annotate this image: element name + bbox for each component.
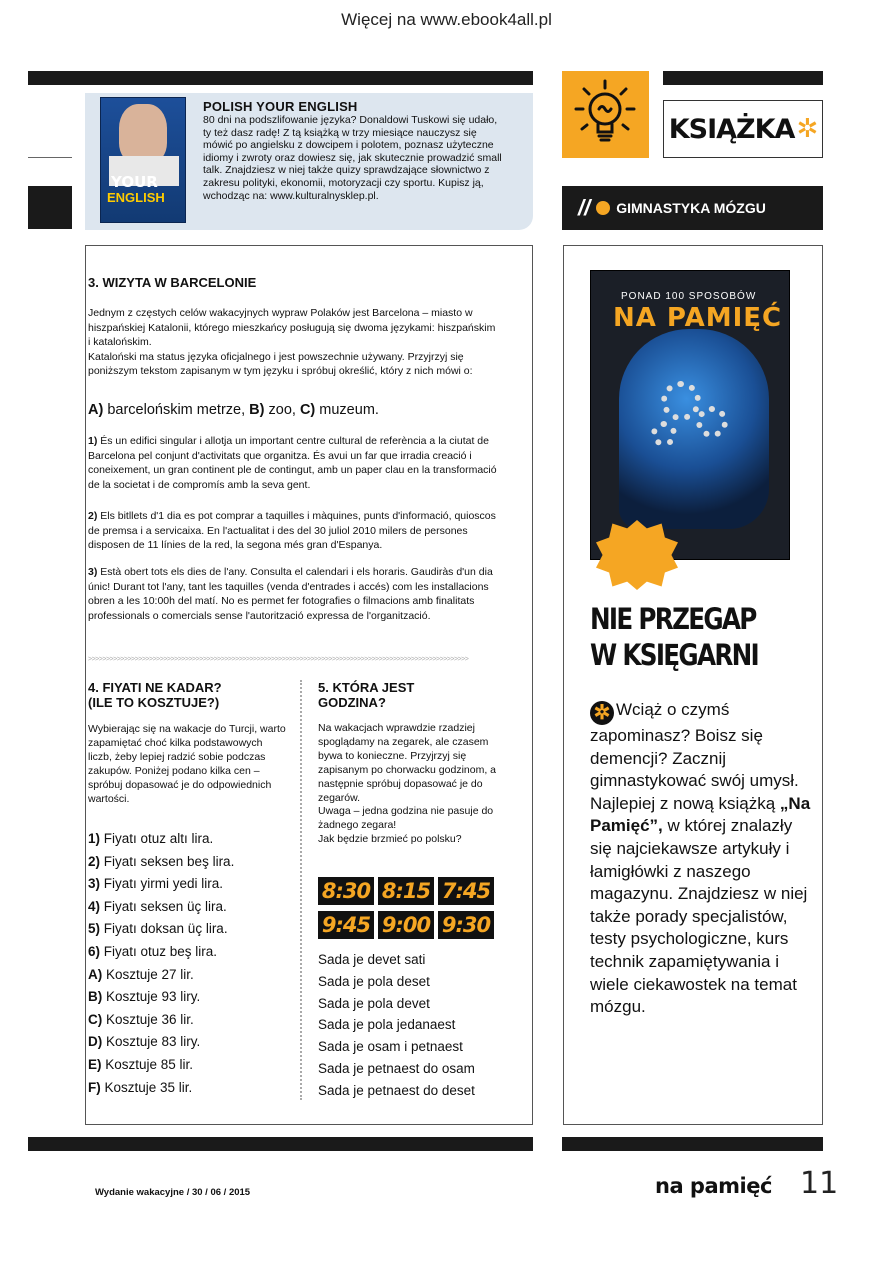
column-divider — [300, 680, 304, 1100]
list-item: 5) Fiyatı doksan üç lira. — [88, 921, 228, 937]
section4-intro: Wybierając się na wakacje do Turcji, warto zapamiętać choć kilka podstawowych liczb, żeby lepiej radzić sobie podczas zakupów. Poniżej podano kilka cen – spróbuj dopasować je do odpowiednich wartości. — [88, 723, 286, 805]
clock-grid — [318, 877, 508, 945]
cover-title: NA PAMIĘĆ — [613, 303, 783, 333]
list-item: Sada je petnaest do osam — [318, 1060, 475, 1076]
section5-intro: Na wakacjach wprawdzie rzadziej spoglądamy na zegarek, ale czasem bywa to konieczne. Przyjrzyj się zapisanym po chorwacku godzinom, a następnie spróbuj dopasować je do zegarów. Uwaga – jedna godzina nie pasuje do żadnego zegara! Jak będzie brzmieć po polsku? — [318, 722, 497, 846]
na-pamiec-book-cover — [590, 270, 790, 560]
cover-text-your: YOUR — [111, 173, 158, 191]
clock-display: 8:15 — [378, 877, 434, 905]
banner-label: GIMNASTYKA MÓZGU — [616, 200, 766, 216]
list-item: A) Kosztuje 27 lir. — [88, 966, 194, 982]
list-item: C) Kosztuje 36 lir. — [88, 1011, 194, 1027]
banner-slashes: // — [578, 195, 591, 220]
promo-title: POLISH YOUR ENGLISH — [203, 99, 358, 114]
option-b-text: zoo, — [264, 402, 300, 418]
promo-text: 80 dni na podszlifowanie języka? Donaldowi Tuskowi się udało, ty też dasz radę! Z tą książką w trzy miesiące nauczysz się mówić po angielsku z dowcipem i polotem, poznasz użyteczne idiomy i zwroty oraz dowiesz się, jak skutecznie prowadzić small talk. Znajdziesz w niej także quizy sprawdzające słownictwo z zakresu polityki, ekonomii, motoryzacji czy sportu. Kupisz ją, wchodząc na: www.kulturalnysklep.pl. — [203, 114, 502, 202]
list-item: B) Kosztuje 93 liry. — [88, 989, 201, 1005]
option-a-letter: A) — [88, 402, 104, 418]
section3-title: 3. WIZYTA W BARCELONIE — [88, 275, 257, 290]
footer-logo: na pamięć — [655, 1174, 772, 1198]
watermark-link[interactable]: Więcej na www.ebook4all.pl — [341, 10, 552, 29]
list-item: Sada je devet sati — [318, 952, 426, 967]
section-banner — [562, 186, 823, 230]
list-item: E) Kosztuje 85 lir. — [88, 1056, 194, 1072]
ksiazka-badge — [663, 100, 823, 158]
asterisk-icon: ✲ — [796, 114, 818, 144]
clock-display: 9:00 — [378, 911, 434, 939]
list-item: F) Kosztuje 35 lir. — [88, 1079, 193, 1095]
asterisk-icon: ✲ — [590, 701, 614, 725]
lightbulb-icon — [562, 71, 649, 158]
clock-display: 9:30 — [438, 911, 494, 939]
list-item: 6) Fiyatı otuz beş lira. — [88, 943, 218, 959]
promo-book-cover — [100, 97, 186, 223]
section3-options — [88, 402, 379, 418]
top-bar-right — [663, 71, 823, 85]
side-rule — [28, 157, 72, 158]
list-item: 3) Fiyatı yirmi yedi lira. — [88, 876, 224, 892]
sidebar-headline: NIE PRZEGAP W KSIĘGARNI — [590, 602, 759, 672]
catalan-text-3: 3) Està obert tots els dies de l'any. Consulta el calendari i els horaris. Gaudiràs d'un dia únic! Durant tot l'any, tant les taquilles (venda d'entrades i accés) com les installacions obren a les 10:00h del matí. No es permet fer fotografies o filmacions amb finalitats professionals o comercials sense l'autorització expressa de l'organització. — [88, 566, 493, 622]
footer-edition: Wydanie wakacyjne / 30 / 06 / 2015 — [95, 1187, 251, 1198]
option-c-text: muzeum. — [315, 402, 379, 418]
page-number: 11 — [800, 1166, 839, 1201]
section5-list — [318, 949, 518, 1102]
ksiazka-label: KSIĄŻKA — [668, 113, 795, 145]
sidebar-text: ✲ Wciąż o czymś zapominasz? Boisz się demencji? Zacznij gimnastykować swój umysł. Najlepiej z nową książką „Na Pamięć”, w której znalazły się najciekawsze artykuły i łamigłówki z naszego magazynu. Znajdziesz w niej także porady specjalistów, testy psychologiczne, kurs technik zapamiętywania i wiele ciekawostek na temat mózgu. — [590, 700, 811, 1017]
bottom-bar-right — [562, 1137, 823, 1151]
list-item: 4) Fiyatı seksen üç lira. — [88, 898, 227, 914]
list-item: Sada je pola deset — [318, 973, 430, 989]
section4-list — [88, 828, 298, 1099]
option-a-text: barcelońskim metrze, — [103, 402, 250, 418]
cover-subtitle: PONAD 100 SPOSOBÓW — [621, 291, 757, 302]
top-bar-left — [28, 71, 533, 85]
list-item: Sada je pola devet — [318, 995, 430, 1011]
bottom-bar-left — [28, 1137, 533, 1151]
list-item: Sada je pola jedanaest — [318, 1017, 456, 1033]
section4-title: 4. FIYATI NE KADAR? (ILE TO KOSZTUJE?) — [88, 680, 222, 710]
side-square — [28, 186, 72, 229]
clock-display: 9:45 — [318, 911, 374, 939]
list-item: Sada je osam i petnaest — [318, 1039, 463, 1055]
section3-intro: Jednym z częstych celów wakacyjnych wypraw Polaków jest Barcelona – miasto w hiszpańskiej Katalonii, którego mieszkańcy posługują się dwoma językami: hiszpańskim i katalońskim. Kataloński ma status języka oficjalnego i jest powszechnie używany. Przyjrzyj się poniższym tekstom zapisanym w tym języku i spróbuj określić, który z nich mówi o: — [88, 307, 496, 377]
catalan-text-2: 2) Els bitllets d'1 dia es pot comprar a taquilles i màquines, punts d'informació, quioscos de premsa i a servicaixa. En l'actualitat i des del 30 juliol 2010 milers de persones disposen de 11 línies de la red, la segona més gran d'Espanya. — [88, 510, 496, 551]
cover-text-english: ENGLISH — [107, 190, 165, 205]
list-item: 2) Fiyatı seksen beş lira. — [88, 853, 235, 869]
book-name: „Na Pamięć”, — [590, 793, 811, 836]
catalan-text-1: 1) És un edifici singular i allotja un important centre cultural de referència a la ciutat de Barcelona pel conjunt d'activitats que organitza. És avui un far que irradia creació i coneixement, un gran continent ple de contingut, amb un paper clau en la transformació de la societat i de compromís amb la seva gent. — [88, 435, 497, 491]
clock-display: 7:45 — [438, 877, 494, 905]
list-item: D) Kosztuje 83 liry. — [88, 1034, 201, 1050]
option-b-letter: B) — [249, 402, 265, 418]
option-c-letter: C) — [299, 402, 316, 418]
section5-title: 5. KTÓRA JEST GODZINA? — [318, 680, 415, 710]
list-item: Sada je petnaest do deset — [318, 1082, 475, 1098]
brain-icon — [596, 201, 610, 215]
clock-display: 8:30 — [318, 877, 374, 905]
divider: >>>>>>>>>>>>>>>>>>>>>>>>>>>>>>>>>>>>>>>>>>>>>>>>>>>>>>>>>>>>>>>>>>>>>>>>>>>>>>>>>>>>>>>>>>>>>>>>>>>>>>>>>> — [88, 656, 469, 663]
list-item: 1) Fiyatı otuz altı lira. — [88, 831, 214, 846]
